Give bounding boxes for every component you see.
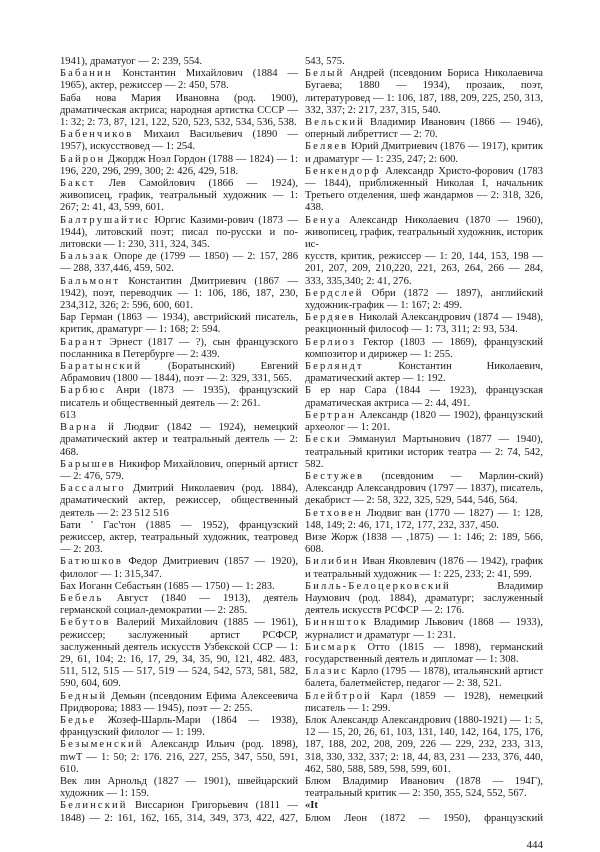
entry-surname: Батюшков — [60, 556, 123, 568]
index-entry — [60, 361, 298, 385]
entry-text: 1941), драматуог — 2: 239, 554. — [60, 56, 203, 67]
index-entry — [60, 215, 298, 252]
entry-text: Блюм Леон (1872 — 1950), французский — [305, 812, 543, 824]
entry-text: 613 — [60, 409, 76, 421]
entry-text: Валерий Михайлович (1885 — 1961), режиссер; заслуженный артист РСФСР, заслуженный деятель искусств Узбекской ССР — 1: 29, 61, 104; 2: 16, 17, 29, 34, 35, 90, 121, 482. 483, 511, 512, 515 — 517, 519 — 524, 542, 573, 581, 582, 590, 604, 609. — [60, 617, 298, 690]
index-entry — [305, 813, 543, 825]
entry-surname: Бакст — [60, 178, 96, 190]
index-entry — [60, 459, 298, 483]
entry-surname: Блейбтрой — [305, 690, 372, 702]
entry-surname: Бальзак — [60, 251, 110, 263]
entry-surname: Барбюс — [60, 385, 107, 397]
entry-surname: Бебутов — [60, 617, 111, 629]
entry-text: Федор Дмитриевич (1857 — 1920), филолог — 1: 315,347. — [60, 556, 298, 580]
index-entry — [60, 337, 298, 361]
index-entry — [305, 800, 543, 812]
entry-text: Карло (1795 — 1878), итальянский артист балета, балетмейстер, педагог — 2: 38, 521. — [305, 666, 543, 690]
entry-surname: Вельский — [305, 117, 365, 129]
entry-text: Лев Самойлович (1866 — 1924), живописец, график, театральный художник — 1: 267; 2: 41, 43, 599, 601. — [60, 178, 298, 214]
entry-text: Людвиг ван (1770 — 1827) — 1: 128, 148, 149; 2: 46, 171, 172, 177, 232, 337, 450. — [305, 507, 543, 531]
entry-surname: Бедье — [60, 714, 97, 726]
entry-surname: Берляндт — [305, 361, 364, 373]
index-entry — [305, 312, 543, 336]
index-entry — [60, 178, 298, 215]
entry-text: Владимир Наумович (род. 1884), драматург; заслуженный деятель искусств РСФСР — 2: 176. — [305, 580, 543, 617]
index-entry — [305, 288, 543, 312]
index-entry — [305, 581, 543, 618]
entry-surname: Билль-Белоцерковский — [305, 580, 451, 592]
index-entry — [60, 715, 298, 739]
entry-surname: Бедный — [60, 690, 108, 702]
index-entry — [305, 556, 543, 580]
entry-surname: Блазис — [305, 666, 349, 678]
entry-surname: Бабенчиков — [60, 129, 134, 141]
entry-text: Эммануил Мартынович (1877 — 1940), театральный критики историк театра — 2: 74, 542, 582. — [305, 434, 543, 470]
entry-text: Баба нова Мария Ивановна (род. 1900), драматическая актриса; народная артистка СССР — 1: 32; 2: 73, 87, 121, 122, 520, 523, 532, 534, 536, 538. — [60, 92, 298, 129]
index-entry — [305, 776, 543, 800]
entry-text: Константин Дмитриевич (1867 — 1942), поэт, переводчик — 1: 106, 186, 187, 230, 234,312, 326; 2: 596, 600, 601. — [60, 275, 298, 312]
entry-text: 543, 575. — [305, 56, 345, 67]
index-entry — [305, 166, 543, 215]
index-entry — [60, 385, 298, 409]
index-entry — [60, 483, 298, 520]
entry-text: Никифор Михайлович, оперный артист — 2: 476, 579. — [60, 458, 298, 482]
entry-text: Виссарион Григорьевич (1811 — 1848) — 2: 161, 162, 165, 314, 349, 373, 422, 427, — [60, 800, 298, 824]
index-entry — [305, 434, 543, 471]
page-number: 444 — [526, 838, 543, 851]
index-entry — [60, 739, 298, 776]
entry-surname: Бертран — [305, 409, 357, 421]
entry-text: Александр Николаевич (1870 — 1960), живописец, график, театральный художник, историк ис- — [305, 214, 543, 251]
index-entry — [305, 385, 543, 409]
entry-text: Александр Ильич (род. 1898), mwT — 1: 50; 2: 176. 216, 227, 255, 347, 550, 591, 610. — [60, 739, 298, 775]
entry-surname: Бинншток — [305, 617, 368, 629]
entry-surname: Бассалыго — [60, 483, 126, 495]
index-entry — [60, 56, 298, 68]
entry-text: Бати ' Гас'тон (1885 — 1952), французский режиссер, актер, театральный художник, театровед — 2: 203. — [60, 519, 298, 556]
entry-text: Отто (1815 — 1898), германский государственный деятель и дипломат — 1: 308. — [305, 641, 543, 665]
entry-text: Джордж Ноэл Гордон (1788 — 1824) — 1: 196, 220, 296, 299, 300; 2: 426, 429, 518. — [60, 153, 298, 177]
index-entry — [60, 154, 298, 178]
entry-text: Иван Яковлевич (1876 — 1942), график и театральный художник — 1: 225, 233; 2: 41, 599. — [305, 556, 543, 580]
entry-surname: Белинский — [60, 800, 128, 812]
index-entry — [305, 141, 543, 165]
entry-surname: Беляев — [305, 141, 349, 153]
entry-text: Б ер нар Сара (1844 — 1923), французская драматическая актриса — 2: 44, 491. — [305, 385, 543, 409]
entry-surname: Бески — [305, 434, 343, 446]
index-entry — [60, 520, 298, 557]
index-entry — [305, 471, 543, 508]
left-index-column — [60, 56, 298, 825]
index-entry — [305, 715, 543, 776]
entry-surname: Бердяев — [305, 312, 356, 324]
entry-text: (псевдоним — Марлин-ский) Александр Александрович (1797 — 1837), писатель, декабрист — 2: 58, 322, 325, 529, 544, 546, 564. — [305, 470, 543, 507]
entry-surname: Бисмарк — [305, 641, 358, 653]
entry-surname: Варна й — [60, 422, 116, 434]
right-index-column — [305, 56, 543, 852]
entry-text: Гектор (1803 — 1869), французский композитор и дирижер — 1: 255. — [305, 336, 543, 360]
index-entry — [305, 56, 543, 68]
index-entry — [305, 508, 543, 532]
entry-surname: Барышев — [60, 458, 116, 470]
entry-surname: Бальмонт — [60, 275, 121, 287]
index-entry — [305, 117, 543, 141]
entry-surname: Балтрушайтис — [60, 214, 151, 226]
entry-text: Визе Жорж (1838 — ,1875) — 1: 146; 2: 189, 566, 608. — [305, 531, 543, 556]
index-entry — [60, 800, 298, 824]
index-entry — [305, 532, 543, 556]
entry-text: Юргис Казими-рович (1873 — 1944), литовский поэт; писал по-русски и по-литовски — 1: 230, 311, 324, 345. — [60, 214, 298, 251]
entry-text: Демьян (псевдоним Ефима Алексеевича Придворова; 1883 — 1945), поэт — 2: 255. — [60, 690, 298, 714]
entry-text: Владимир Львович (1868 — 1933), журналист и драматург — 1: 231. — [305, 617, 543, 641]
entry-text: Карл (1859 — 1928), немецкий писатель — 1: 299. — [305, 690, 543, 714]
entry-text: Блюм Владимир Иванович (1878 — 194Г), театральный критик — 2: 350, 355, 524, 552, 567. — [305, 775, 543, 800]
entry-text: Людвиг (1842 — 1924), немецкий драматический актер и театральный деятель — 2: 468. — [60, 422, 298, 458]
entry-surname: Бестужев — [305, 470, 365, 482]
entry-text: Николай Александрович (1874 — 1948), реакционный философ — 1: 73, 311; 2: 93, 534. — [305, 312, 543, 336]
entry-surname: Баратынский — [60, 361, 143, 373]
entry-text: Дмитрий Николаевич (род. 1884), драматический актер, режиссер, общественный деятель — 2: 23 512 516 — [60, 483, 298, 519]
entry-surname: Безыменский — [60, 739, 144, 751]
index-entry — [60, 691, 298, 715]
entry-text: (Боратынский) Евгений Абрамович (1800 — 1844), поэт — 2: 329, 331, 565. — [60, 361, 298, 385]
entry-surname: Барант — [60, 336, 104, 348]
index-entry — [60, 776, 298, 800]
entry-surname: Бенуа — [305, 214, 342, 226]
entry-text: Андрей (псевдоним Бориса Николаевича Бугаева; 1880 — 1934), прозаик, поэт, литературовед — 1: 106, 187, 188, 209, 225, 250, 313, 332, 337; 2: 217, 237, 315, 540. — [305, 68, 543, 116]
entry-surname: Берлиоз — [305, 336, 357, 348]
index-entry — [305, 215, 543, 252]
entry-text: Век лин Арнольд (1827 — 1901), швейцарский художник — 1: 159. — [60, 775, 298, 800]
entry-text: кусств, критик, режиссер — 1: 20, 144, 153, 198 — 201, 207, 209, 210,220, 221, 263, 264, 266 — 284, 333, 335,340; 2: 41, 276. — [305, 251, 543, 287]
entry-surname: Бенкендорф — [305, 165, 381, 177]
index-entry — [60, 581, 298, 593]
entry-surname: Билибин — [305, 556, 360, 568]
index-entry — [305, 337, 543, 361]
index-entry — [60, 312, 298, 336]
entry-text: Блок Александр Александрович (1880-1921) — 1: 5, 12 — 15, 20, 26, 61, 103, 131, 140, 142, 164, 175, 176, 187, 188, 202, 208, 209, 226 — 229, 232, 233, 313, 318, 330, 332, 337; 2: 18, 44, 83, 231 — 233, 376, 440, 462, 580, 588, 589, 598, 599, 601. — [305, 714, 543, 775]
entry-surname: Байрон — [60, 153, 106, 165]
entry-text: Август (1840 — 1913), деятель германской социал-демократии — 2: 285. — [60, 592, 298, 617]
index-entry — [60, 68, 298, 92]
index-entry — [305, 68, 543, 117]
entry-surname: Бебель — [60, 592, 104, 604]
entry-surname: Бетховен — [305, 507, 363, 519]
index-entry — [305, 251, 543, 288]
index-entry — [60, 251, 298, 275]
entry-text: Эрнест (1817 — ?), сын французского посланника в Петербурге — 2: 439. — [60, 336, 298, 360]
entry-text: Юрий Дмитриевич (1876 — 1917), критик и драматург — 1: 235, 247; 2: 600. — [305, 141, 543, 165]
index-entry — [305, 361, 543, 385]
entry-text: Владимир Иванович (1866 — 1946), оперный либреттист — 2: 70. — [305, 117, 543, 141]
entry-text: Бар Герман (1863 — 1934), австрийский писатель, критик, драматург — 1: 168; 2: 594. — [60, 312, 298, 336]
index-entry — [305, 666, 543, 690]
entry-text: Анри (1873 — 1935), французский писатель и общественный деятель — 2: 261. — [60, 385, 298, 409]
entry-text: «It — [305, 800, 318, 812]
index-entry — [305, 617, 543, 641]
index-entry — [60, 276, 298, 313]
index-entry — [60, 129, 298, 153]
index-entry — [305, 642, 543, 666]
index-entry — [305, 410, 543, 434]
entry-text: Жозеф-Шарль-Мари (1864 — 1938), французский филолог — 1: 199. — [60, 714, 298, 739]
entry-text: Константин Михайлович (1884 — 1965), актер, режиссер — 2: 450, 578. — [60, 68, 298, 92]
index-entry — [60, 617, 298, 690]
index-entry — [60, 556, 298, 580]
entry-surname: Белый — [305, 68, 345, 80]
index-entry — [60, 93, 298, 130]
entry-text: Михаил Васильевич (1890 — 1957), искусствовед — 1: 254. — [60, 129, 298, 153]
entry-text: Обри (1872 — 1897), английский художник-график — 1: 167; 2: 499. — [305, 287, 543, 312]
index-entry — [60, 410, 298, 422]
entry-surname: Бердслей — [305, 287, 364, 299]
index-entry — [60, 422, 298, 459]
index-entry — [60, 593, 298, 617]
entry-text: Константин Николаевич, драматический актер — 1: 192. — [305, 361, 543, 385]
index-entry — [305, 691, 543, 715]
entry-surname: Бабанин — [60, 68, 113, 80]
entry-text: Александр Христо-форович (1783 — 1844), приближенный Николая I, начальник Третьего отделения, шеф жандармов — 2: 318, 326, 438. — [305, 165, 543, 214]
entry-text: Опоре де (1799 — 1850) — 2: 157, 286 — 288, 337,446, 459, 502. — [60, 251, 298, 275]
entry-text: Бах Иоганн Себастьян (1685 — 1750) — 1: 283. — [60, 580, 275, 592]
entry-text: Александр (1820 — 1902), французский археолог — 1: 201. — [305, 409, 543, 434]
